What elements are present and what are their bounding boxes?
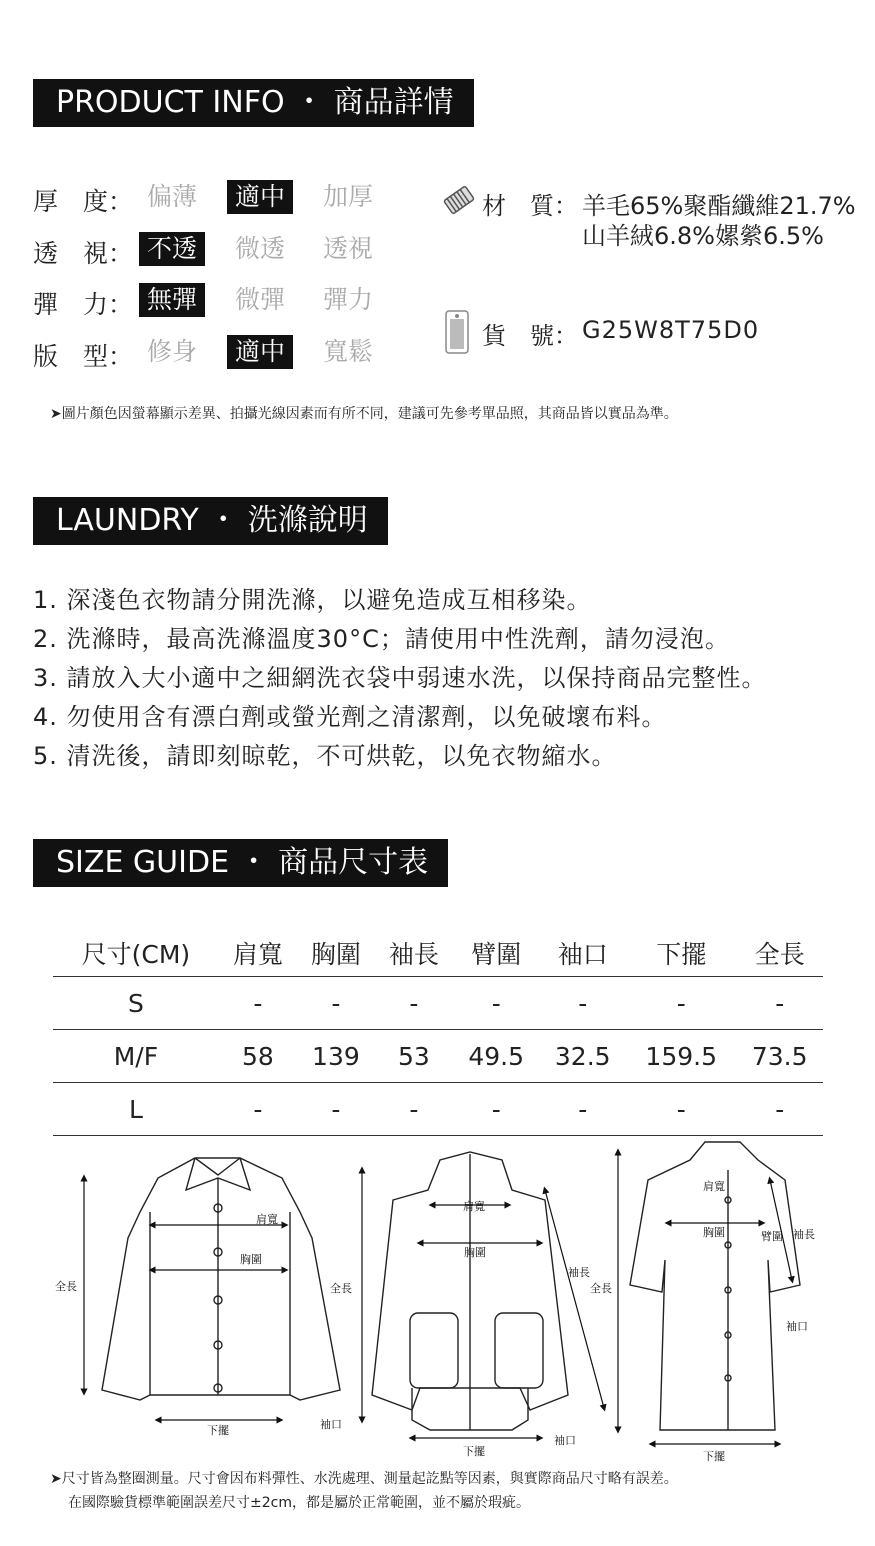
table-cell: 73.5 <box>736 1030 823 1083</box>
thread-spool-icon <box>440 183 478 217</box>
col-header: 全長 <box>736 930 823 977</box>
label-chest: 胸圍 <box>703 1226 725 1239</box>
attr-row-thickness <box>33 180 374 220</box>
size-note-line-2: 在國際驗貨標準範圍誤差尺寸±2cm，都是屬於正常範圍，並不屬於瑕疵。 <box>68 1495 530 1511</box>
attr-option-selected: 不透 <box>139 232 205 266</box>
label-chest: 胸圍 <box>464 1246 486 1259</box>
table-cell: - <box>736 977 823 1030</box>
table-cell: 139 <box>297 1030 375 1083</box>
laundry-item: 3. 請放入大小適中之細網洗衣袋中弱速水洗，以保持商品完整性。 <box>33 664 767 692</box>
measurement-diagram <box>0 1130 875 1470</box>
attr-option: 加厚 <box>323 182 374 211</box>
label-hem: 下擺 <box>463 1445 485 1458</box>
label-total-length: 全長 <box>55 1280 77 1293</box>
table-cell: - <box>297 1083 375 1136</box>
table-cell: 32.5 <box>539 1030 626 1083</box>
material-label: 材 質： <box>482 192 578 220</box>
col-header: 袖口 <box>539 930 626 977</box>
label-shoulder: 肩寬 <box>463 1200 485 1213</box>
laundry-item: 5. 清洗後，請即刻晾乾，不可烘乾，以免衣物縮水。 <box>33 742 617 770</box>
material-line-2: 山羊絨6.8%嫘縈6.5% <box>582 222 824 250</box>
label-hem: 下擺 <box>207 1424 229 1437</box>
material-line-1: 羊毛65%聚酯纖維21.7% <box>582 192 856 220</box>
table-cell: - <box>539 1083 626 1136</box>
col-header: 胸圍 <box>297 930 375 977</box>
laundry-item: 1. 深淺色衣物請分開洗滌，以避免造成互相移染。 <box>33 586 592 614</box>
label-shoulder: 肩寬 <box>703 1180 725 1193</box>
attr-option: 偏薄 <box>147 182 198 211</box>
table-cell: 159.5 <box>626 1030 736 1083</box>
laundry-title: LAUNDRY ・ 洗滌說明 <box>33 497 388 545</box>
attr-option-selected: 無彈 <box>139 283 205 317</box>
table-cell: S <box>53 977 219 1030</box>
attr-label: 厚 度： <box>33 187 134 216</box>
table-cell: - <box>626 1083 736 1136</box>
attr-row-fit <box>33 335 374 375</box>
attr-option-selected: 適中 <box>227 335 293 369</box>
col-header: 袖長 <box>375 930 453 977</box>
table-cell: 49.5 <box>453 1030 540 1083</box>
label-chest: 胸圍 <box>240 1253 262 1266</box>
label-cuff: 袖口 <box>786 1320 808 1333</box>
attr-option: 透視 <box>323 234 374 263</box>
table-cell: 58 <box>219 1030 297 1083</box>
size-table <box>53 930 823 1136</box>
size-note-line-1: ➤尺寸皆為整圈測量。尺寸會因布料彈性、水洗處理、測量起訖點等因素，與實際商品尺寸略有誤差。 <box>50 1471 678 1487</box>
table-cell: L <box>53 1083 219 1136</box>
table-cell: - <box>453 977 540 1030</box>
attr-label: 版 型： <box>33 342 134 371</box>
product-note: ➤圖片顏色因螢幕顯示差異、拍攝光線因素而有所不同，建議可先參考單品照，其商品皆以實品為準。 <box>50 406 678 422</box>
col-header: 臂圍 <box>453 930 540 977</box>
table-row <box>53 977 823 1030</box>
attr-option-selected: 適中 <box>227 180 293 214</box>
attr-option: 微透 <box>235 234 286 263</box>
label-cuff: 袖口 <box>320 1418 342 1431</box>
label-total-length: 全長 <box>590 1282 612 1295</box>
table-cell: - <box>539 977 626 1030</box>
label-cuff: 袖口 <box>554 1434 576 1447</box>
col-header: 下擺 <box>626 930 736 977</box>
table-cell: - <box>375 977 453 1030</box>
table-row <box>53 1083 823 1136</box>
table-cell: 53 <box>375 1030 453 1083</box>
table-cell: - <box>297 977 375 1030</box>
table-cell: - <box>219 1083 297 1136</box>
attr-option: 彈力 <box>323 285 374 314</box>
laundry-item: 4. 勿使用含有漂白劑或螢光劑之清潔劑，以免破壞布料。 <box>33 703 667 731</box>
attr-row-transparency <box>33 232 374 272</box>
table-cell: - <box>219 977 297 1030</box>
table-cell: - <box>375 1083 453 1136</box>
col-header: 尺寸(CM) <box>53 930 219 977</box>
label-hem: 下擺 <box>703 1450 725 1463</box>
hoodie-diagram <box>372 1152 568 1430</box>
table-cell: - <box>626 977 736 1030</box>
jacket-front-diagram <box>102 1158 340 1400</box>
label-total-length: 全長 <box>330 1282 352 1295</box>
item-no: G25W8T75D0 <box>582 316 760 344</box>
laundry-item: 2. 洗滌時，最高洗滌溫度30°C；請使用中性洗劑，請勿浸泡。 <box>33 625 730 653</box>
attr-label: 彈 力： <box>33 290 134 319</box>
size-guide-title: SIZE GUIDE ・ 商品尺寸表 <box>33 839 448 887</box>
table-cell: M/F <box>53 1030 219 1083</box>
table-cell: - <box>736 1083 823 1136</box>
tag-icon <box>444 309 470 355</box>
attr-row-elasticity <box>33 283 374 323</box>
size-table-header <box>53 930 823 977</box>
product-info-title: PRODUCT INFO ・ 商品詳情 <box>33 79 474 127</box>
col-header: 肩寬 <box>219 930 297 977</box>
table-row <box>53 1030 823 1083</box>
label-shoulder: 肩寬 <box>256 1213 278 1226</box>
label-sleeve-length: 袖長 <box>793 1228 815 1241</box>
attr-option: 微彈 <box>235 285 286 314</box>
label-sleeve-length: 袖長 <box>568 1266 590 1279</box>
label-arm: 臂圍 <box>761 1230 783 1243</box>
attr-option: 寬鬆 <box>323 337 374 366</box>
table-cell: - <box>453 1083 540 1136</box>
item-no-label: 貨 號： <box>482 322 578 350</box>
attr-option: 修身 <box>147 337 198 366</box>
attr-label: 透 視： <box>33 239 134 268</box>
